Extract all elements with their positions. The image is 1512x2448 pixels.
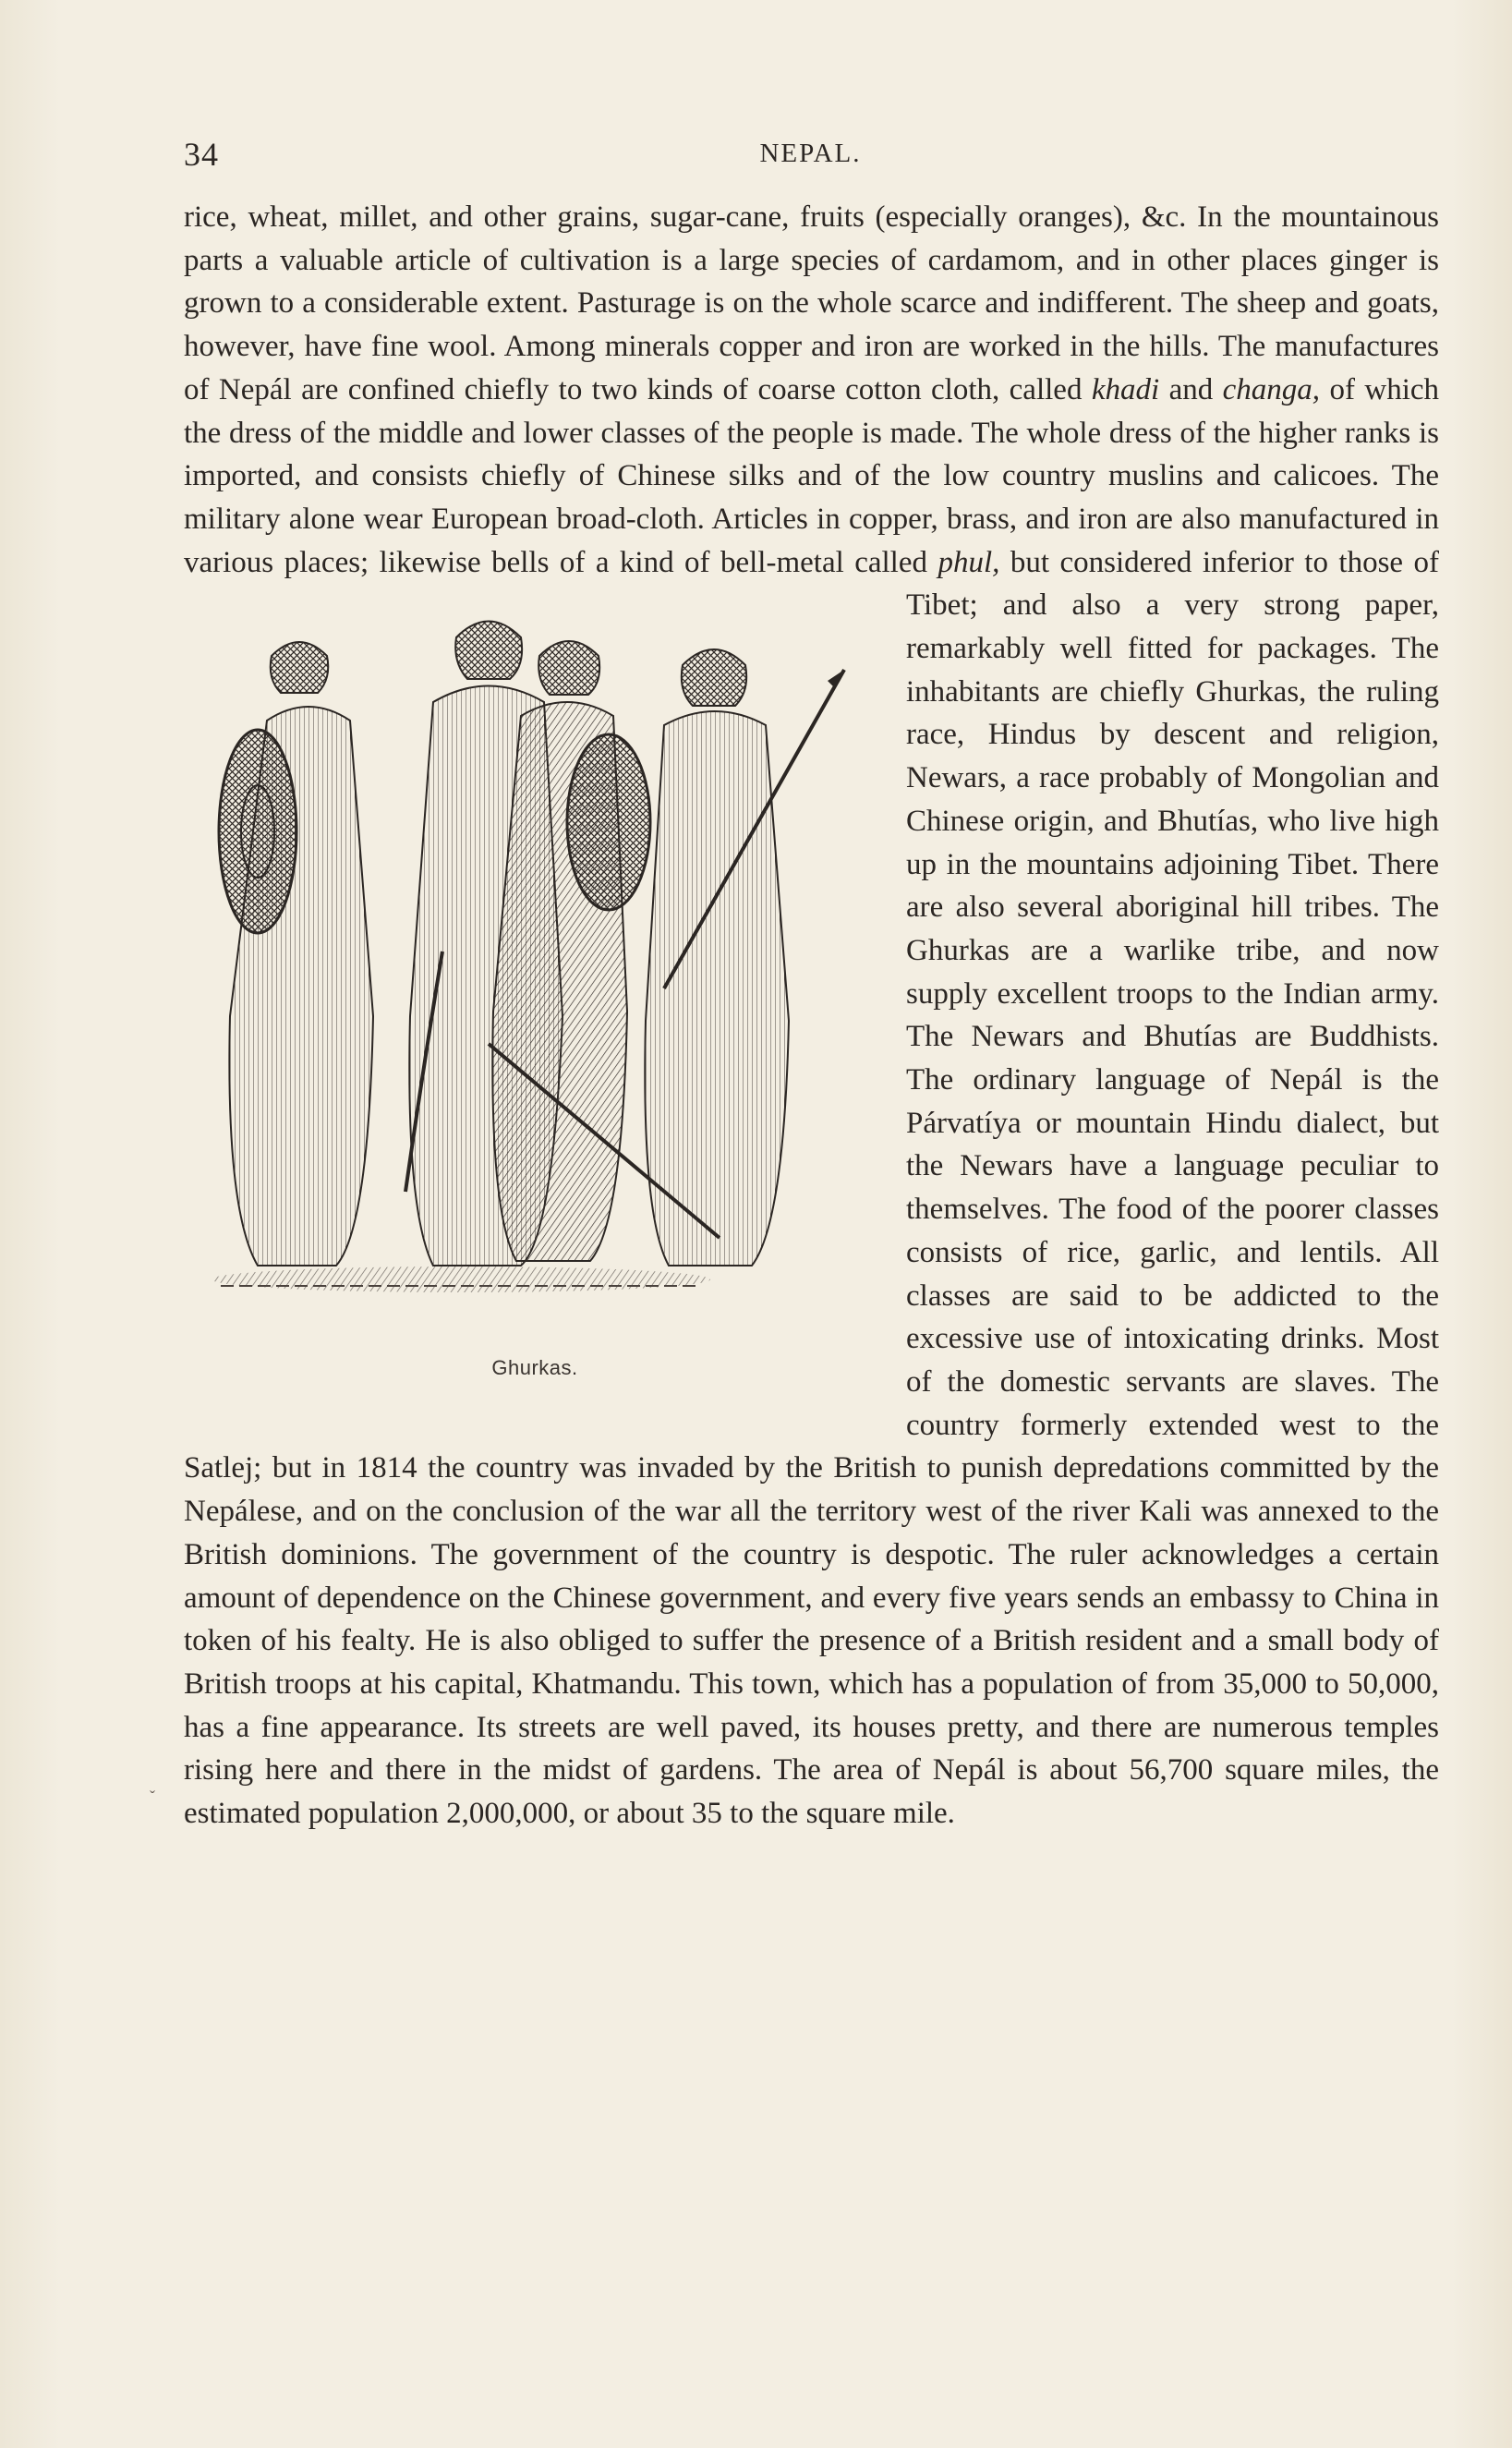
text-run: rice, wheat, millet, and other grains, sugar-cane, fruits (especially oranges), &c. In the mountainous parts a valuable article of cultivation is a large species of cardamom, and in other places ginger is grown to a considerable extent. Pasturage is on the whole scarce and indifferent. The sheep and goats, however, have fine wool. Among minerals copper and iron are worked in the hills. The manufactures of Nepál are confined chiefly to two kinds of coarse cotton cloth, called: [184, 200, 1439, 406]
text-run: and: [1168, 372, 1214, 406]
paragraph: [184, 196, 1439, 1836]
figure-caption: Ghurkas.: [491, 1356, 578, 1380]
body-text: [184, 196, 1439, 1836]
engraving-ghurkas-picture: [184, 600, 886, 1321]
text-run: of which the dress of the middle and lower classes of the people is made. The whole dress of the higher ranks is imported, and consists chiefly of Chinese silks and of the low country muslins and calicoes. The military alone wear European broad-cloth. Articles in copper, brass, and iron are also manufactured in various places; likewise bells of a kind of bell-metal called: [184, 372, 1440, 579]
italic-term-changa: changa,: [1222, 372, 1321, 406]
ghurkas-illustration: [184, 600, 886, 1432]
page-number: 34: [184, 136, 219, 173]
italic-term-khadi: khadi: [1091, 372, 1160, 406]
running-title: NEPAL.: [759, 139, 862, 168]
italic-term-phul: phul,: [937, 545, 1000, 579]
page-header: [184, 135, 1437, 172]
scan-speck: ˇ: [150, 1788, 155, 1806]
text-run: but considered inferior to those of Tibet; and also a very strong paper, remarkably well fitted for packages. The inhabitants are chiefly Ghurkas, the ruling race, Hindus by descent and religion, Newars, a race probably of Mongolian and Chinese origin, and Bhutías, who live high up in the mountains adjoining Tibet. There are also several aboriginal hill tribes. The Ghurkas are a warlike tribe, and now supply excellent troops to the Indian army. The Newars and Bhutías are Buddhists. The ordinary language of Nepál is the Párvatíya or mountain Hindu dialect, but the Newars have a language peculiar to themselves. The food of the poorer classes consists of rice, garlic, and lentils. All classes are said to be addicted to the excessive use of intoxicating drinks. Most of the domestic servants are slaves. The country formerly extended west to the Satlej; but in 1814 the country was invaded by the British to punish depredations committed by the Nepálese, and on the conclusion of the war all the territory west of the river Kali was annexed to the British dominions. The government of the country is despotic. The ruler acknowledges a certain amount of dependence on the Chinese government, and every five years sends an embassy to China in token of his fealty. He is also obliged to suffer the presence of a British resident and a small body of British troops at his capital, Khatmandu. This town, which has a population of from 35,000 to 50,000, has a fine appearance. Its streets are well paved, its houses pretty, and there are numerous temples rising here and there in the midst of gardens. The area of Nepál is about 56,700 square miles, the estimated population 2,000,000, or about 35 to the square mile.: [184, 545, 1440, 1831]
